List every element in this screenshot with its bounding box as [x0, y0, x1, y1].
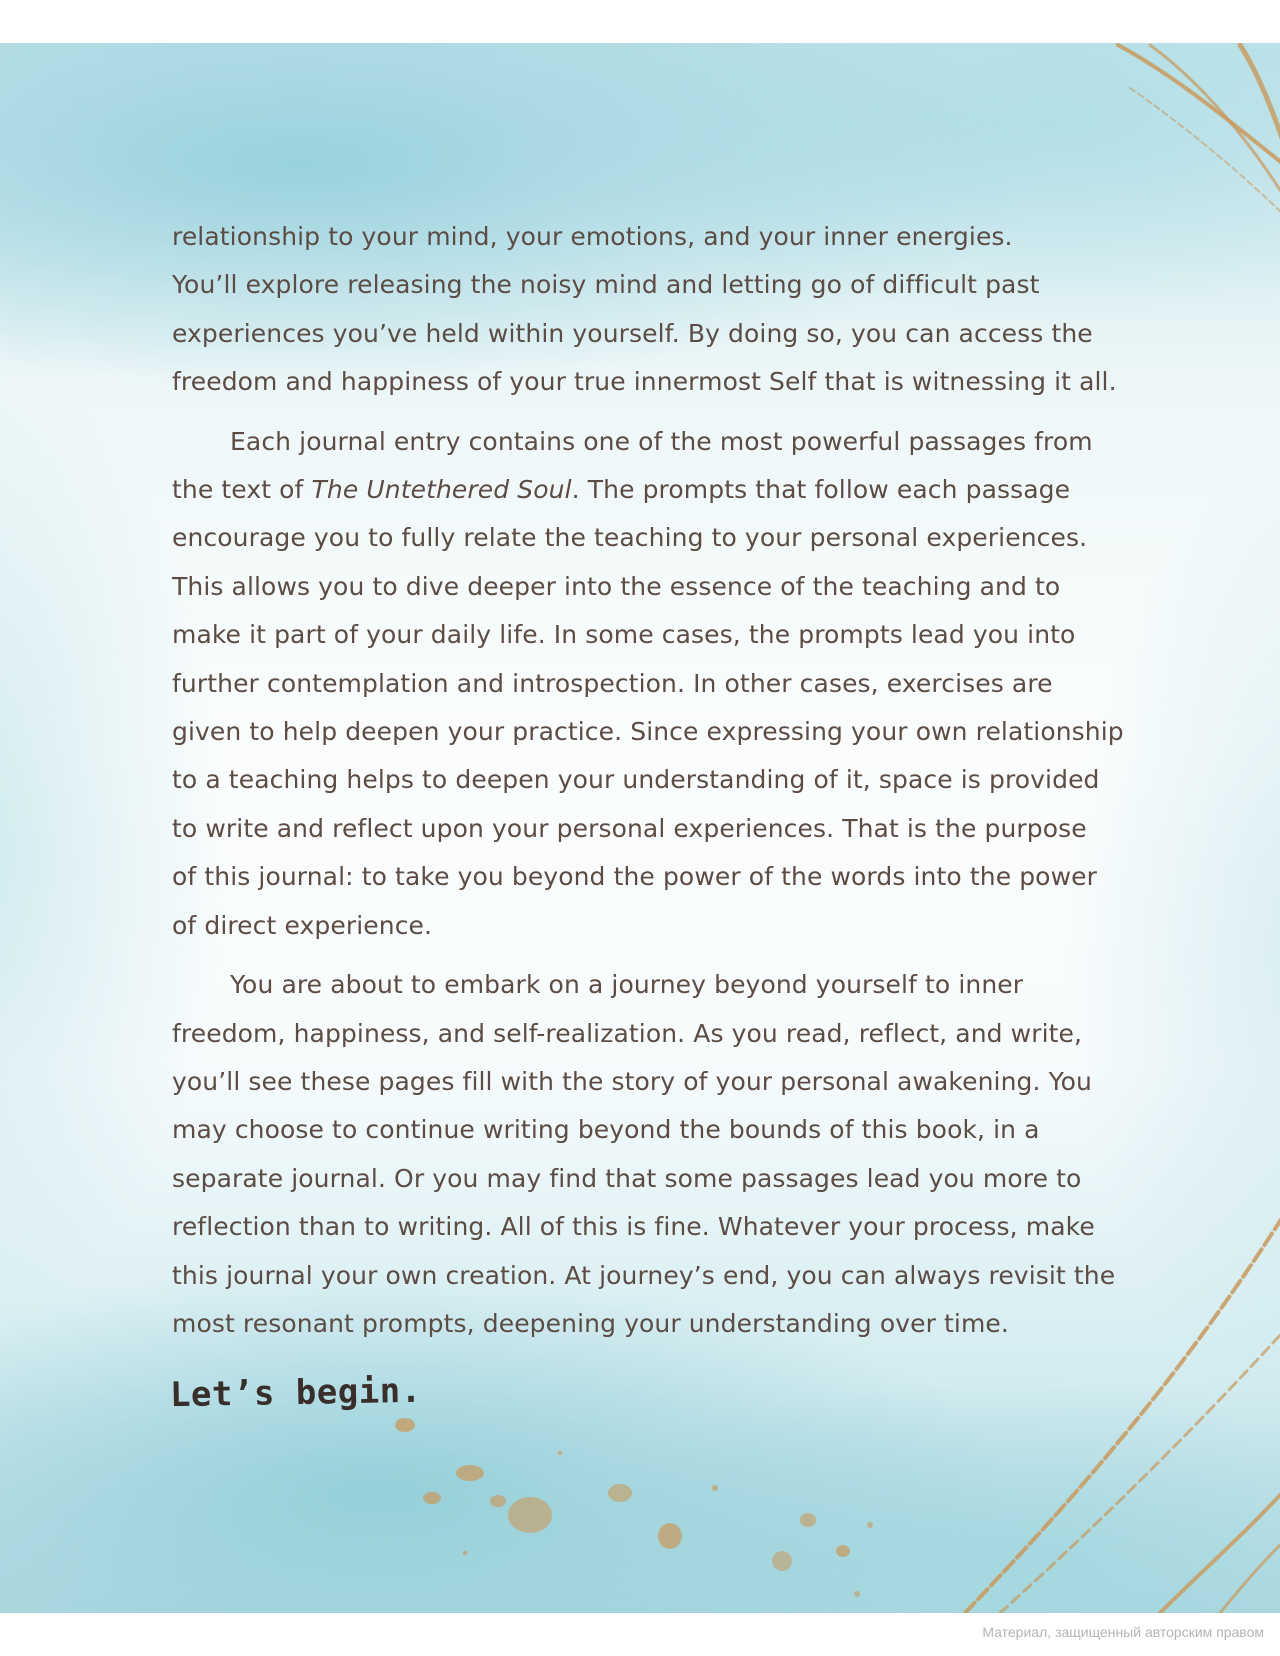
text-line: to write and reflect upon your personal experiences. That is the purpose: [172, 813, 1087, 843]
text-line: make it part of your daily life. In some cases, the prompts lead you into: [172, 620, 1076, 650]
text-line: of direct experience.: [172, 910, 433, 940]
gold-strokes-top-right: [1118, 45, 1280, 213]
paragraph-1: [172, 213, 1222, 407]
paragraph-2: [172, 418, 1222, 950]
text-segment: . The prompts that follow each passage: [571, 475, 1071, 505]
text-line: reflection than to writing. All of this is fine. Whatever your process, make: [172, 1212, 1095, 1242]
text-line: You are about to embark on a journey beyond yourself to inner: [230, 970, 1024, 1000]
text-line: freedom, happiness, and self-realization. As you read, reflect, and write,: [172, 1018, 1083, 1048]
copyright-watermark: Материал, защищенный авторским правом: [982, 1624, 1264, 1640]
text-line: may choose to continue writing beyond the bounds of this book, in a: [172, 1115, 1040, 1145]
text-line: freedom and happiness of your true innermost Self that is witnessing it all.: [172, 367, 1117, 397]
text-line: [172, 466, 1222, 514]
text-line: you’ll see these pages fill with the story of your personal awakening. You: [172, 1066, 1092, 1096]
text-line: to a teaching helps to deepen your understanding of it, space is provided: [172, 765, 1100, 795]
closing-heading: Let’s begin.: [169, 1370, 422, 1416]
paragraph-3: [172, 961, 1222, 1348]
text-line: experiences you’ve held within yourself. By doing so, you can access the: [172, 318, 1093, 348]
text-line: separate journal. Or you may find that some passages lead you more to: [172, 1163, 1082, 1193]
text-line: further contemplation and introspection. In other cases, exercises are: [172, 668, 1053, 698]
text-line: relationship to your mind, your emotions, and your inner energies.: [172, 222, 1013, 251]
text-line: of this journal: to take you beyond the power of the words into the power: [172, 862, 1097, 892]
body-text: [172, 213, 1222, 1348]
book-page: [0, 43, 1280, 1613]
text-segment: the text of: [172, 475, 312, 505]
book-title: The Untethered Soul: [311, 475, 572, 505]
text-line: You’ll explore releasing the noisy mind and letting go of difficult past: [172, 270, 1040, 300]
text-line: most resonant prompts, deepening your understanding over time.: [172, 1308, 1009, 1338]
text-line: this journal your own creation. At journey’s end, you can always revisit the: [172, 1260, 1116, 1290]
text-line: This allows you to dive deeper into the essence of the teaching and to: [172, 571, 1061, 601]
text-line: given to help deepen your practice. Since expressing your own relationship: [172, 717, 1124, 747]
text-line: encourage you to fully relate the teaching to your personal experiences.: [172, 523, 1088, 553]
gold-flecks: [395, 1418, 873, 1597]
text-line: Each journal entry contains one of the most powerful passages from: [230, 426, 1093, 456]
